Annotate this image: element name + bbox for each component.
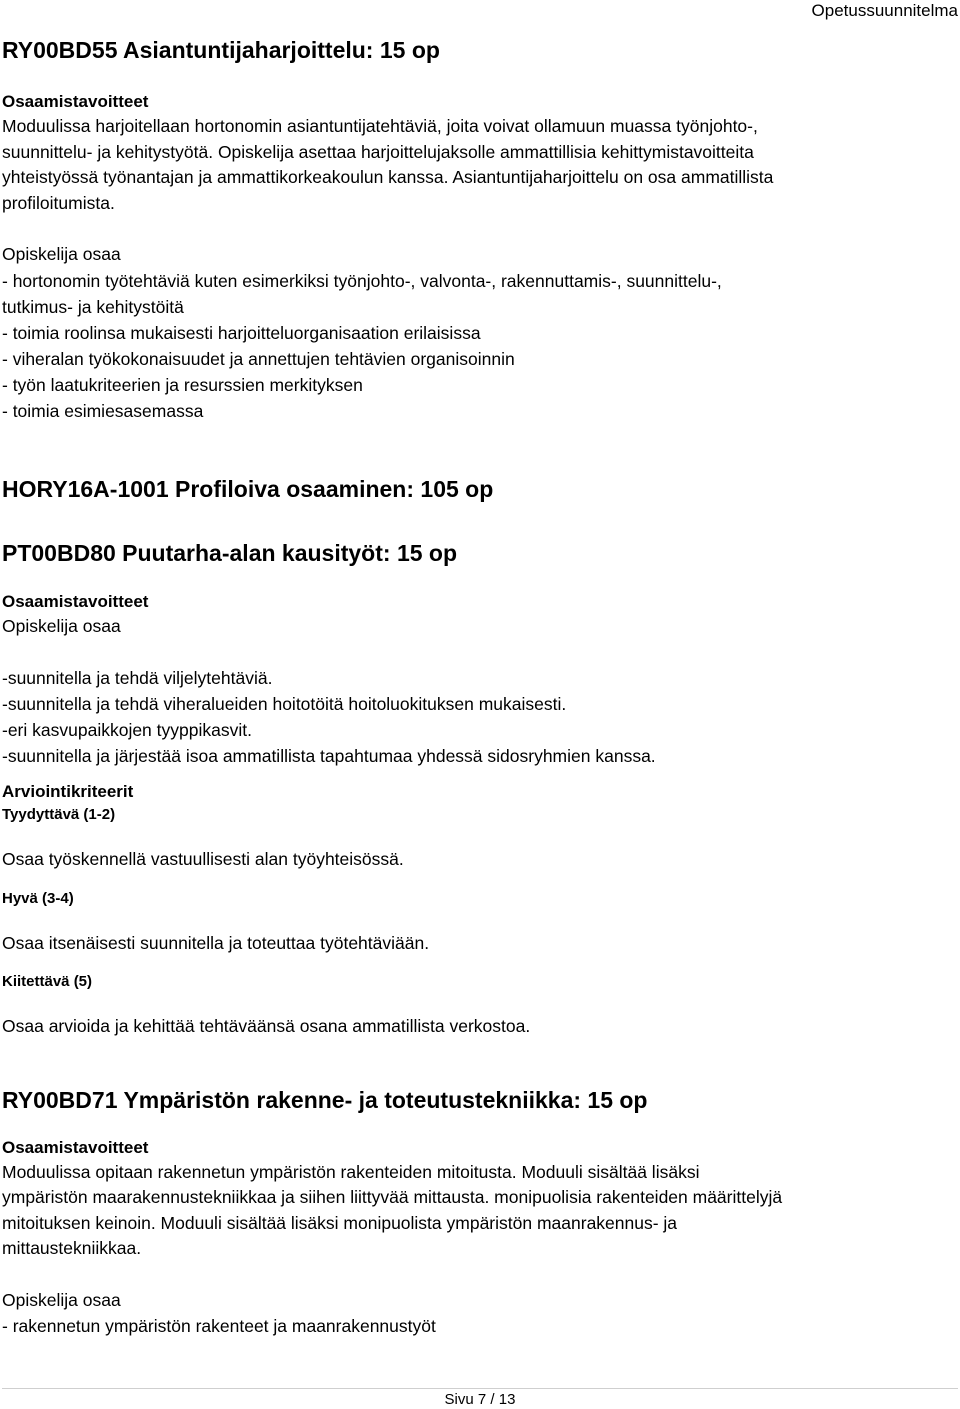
course-description (2, 114, 958, 216)
objectives-heading: Osaamistavoitteet (2, 92, 149, 111)
course-title: RY00BD71 Ympäristön rakenne- ja toteutustekniikka: 15 op (2, 1086, 648, 1113)
grade-description: Osaa itsenäisesti suunnitella ja toteuttaa työtehtäviään. (2, 932, 430, 953)
description-line: mitoituksen keinoin. Moduuli sisältää lisäksi monipuolista ympäristön maanrakennus- ja (2, 1212, 678, 1233)
description-line: ympäristön maarakennustekniikkaa ja siihen liittyvää mittausta. monipuolisia rakenteiden määrittelyjä (2, 1187, 783, 1207)
section-kausityot (2, 538, 958, 1040)
section-asiantuntijaharjoittelu (2, 0, 958, 424)
description-line: Moduulissa harjoitellaan hortonomin asiantuntijatehtäviä, joita voivat ollamuun muassa työnjohto-, (2, 116, 758, 136)
grade-description: Osaa työskennellä vastuullisesti alan työyhteisössä. (2, 849, 404, 869)
course-title: RY00BD55 Asiantuntijaharjoittelu: 15 op (2, 37, 440, 63)
grading-criteria (2, 804, 958, 1040)
list-item: - työn laatukriteerien ja resurssien merkityksen (2, 374, 363, 395)
criteria-heading: Arviointikriteerit (2, 782, 134, 801)
list-item: tutkimus- ja kehitystöitä (2, 296, 184, 317)
list-item: - rakennetun ympäristön rakenteet ja maanrakennustyöt (2, 1316, 436, 1336)
description-line: profiloitumista. (2, 192, 115, 213)
list-item: - toimia esimiesasemassa (2, 400, 204, 421)
student-can-label: Opiskelija osaa (2, 615, 121, 636)
course-title: PT00BD80 Puutarha-alan kausityöt: 15 op (2, 539, 458, 566)
grade-label: Kiitettävä (5) (2, 973, 93, 990)
page-content (2, 0, 958, 1339)
description-line: suunnittelu- ja kehitystyötä. Opiskelija asettaa harjoittelujaksolle ammattillisia kehittymistavoitteita (2, 141, 754, 162)
page-number: Sivu 7 / 13 (444, 1391, 516, 1408)
section-rakenne-toteutustekniikka (2, 1085, 958, 1340)
objectives-heading: Osaamistavoitteet (2, 1137, 149, 1157)
list-item: -suunnitella ja tehdä viljelytehtäviä. (2, 668, 273, 688)
grade-label: Tyydyttävä (1-2) (2, 806, 116, 823)
student-can-label: Opiskelija osaa (2, 244, 121, 264)
document-type-label: Opetussuunnitelma (811, 1, 958, 20)
footer-divider (2, 1388, 958, 1389)
list-item: -eri kasvupaikkojen tyyppikasvit. (2, 720, 252, 740)
list-item: -suunnitella ja tehdä viheralueiden hoitotöitä hoitoluokituksen mukaisesti. (2, 694, 567, 714)
list-item: - viheralan työkokonaisuudet ja annettujen tehtävien organisoinnin (2, 348, 515, 369)
list-item: - toimia roolinsa mukaisesti harjoitteluorganisaation erilaisissa (2, 322, 481, 343)
section-profiloiva-osaaminen (2, 474, 958, 504)
description-line: mittaustekniikkaa. (2, 1238, 142, 1258)
description-line: Moduulissa opitaan rakennetun ympäristön rakenteiden mitoitusta. Moduuli sisältää lisäksi (2, 1161, 700, 1182)
objectives-list (2, 1313, 958, 1339)
grade-description: Osaa arvioida ja kehittää tehtäväänsä osana ammatillista verkostoa. (2, 1016, 531, 1036)
list-item: - hortonomin työtehtäviä kuten esimerkiksi työnjohto-, valvonta-, rakennuttamis-, suunnittelu-, (2, 270, 722, 291)
objectives-list (2, 665, 958, 769)
student-can-label: Opiskelija osaa (2, 1289, 121, 1310)
grade-label: Hyvä (3-4) (2, 889, 74, 907)
list-item: -suunnitella ja järjestää isoa ammatillista tapahtumaa yhdessä sidosryhmien kanssa. (2, 746, 656, 766)
module-title: HORY16A-1001 Profiloiva osaaminen: 105 op (2, 475, 494, 502)
course-description (2, 1160, 958, 1262)
objectives-heading: Osaamistavoitteet (2, 591, 149, 611)
objectives-list (2, 268, 958, 424)
description-line: yhteistyössä työnantajan ja ammattikorkeakoulun kanssa. Asiantuntijaharjoittelu on osa ammatillista (2, 167, 774, 187)
